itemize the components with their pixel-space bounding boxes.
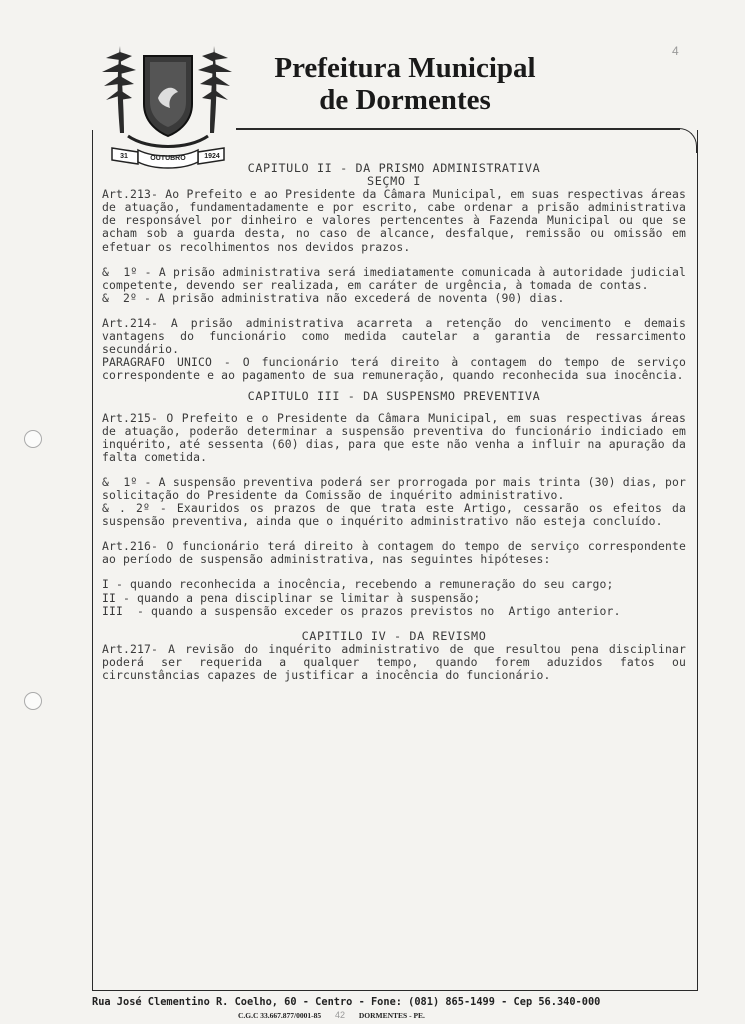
svg-text:31: 31 (120, 153, 128, 160)
header-title-line1: Prefeitura Municipal (274, 52, 536, 84)
svg-text:1924: 1924 (204, 153, 220, 160)
chapter-4-title: CAPITILO IV - DA REVISMO (301, 628, 487, 643)
footer-registration (238, 1010, 437, 1020)
header-title-line2: de Dormentes (319, 84, 491, 116)
header-title (250, 52, 560, 116)
article-214: Art.214- A prisão administrativa acarreta a retenção do vencimento e demais vantagens do funcionário como medida cautelar a garantia de ressarcimento secundário. (102, 315, 694, 357)
page-frame-top-rule (236, 128, 680, 130)
binder-hole-top (24, 430, 42, 448)
chapter-2-title: CAPITULO II - DA PRISMO ADMINISTRATIVA (247, 161, 541, 175)
article-213-paragraph-1: & 1º - A prisão administrativa será imediatamente comunicada à autoridade judicial competente, devendo ser realizada, em caráter de urgência, à tomada de contas. (102, 264, 694, 292)
chapter-3-title: CAPITULO III - DA SUSPENSMO PREVENTIVA (247, 389, 541, 404)
article-217: Art.217- A revisão do inquérito administrativo de que resultou pena disciplinar poderá ser requerida a qualquer tempo, quando forem aduzidos fatos ou circunstâncias capazes de justificar a inocência do funcionário. (102, 641, 694, 682)
article-214-sole-paragraph: PARAGRAFO UNICO - O funcionário terá direito à contagem do tempo de serviço correspondente e ao pagamento de sua remuneração, quando reconhecida sua inocência. (102, 355, 694, 383)
article-213: Art.213- Ao Prefeito e ao Presidente da Câmara Municipal, em suas respectivas áreas de atuação, fundamentadamente e por escrito, cabe ordenar a prisão administrativa de responsável por dinheiro e valores pertencentes à Fazenda Municipal ou que se acham sob a guarda desta, no caso de alcance, desfalque, remissão ou omissão em efetuar os recolhimentos nos devidos prazos. (102, 187, 694, 254)
article-216-item-ii: II - quando a pena disciplinar se limitar à suspensão; (102, 590, 481, 605)
footer-city: DORMENTES - PE. (358, 1011, 425, 1020)
footer-sheet-number: 42 (335, 1010, 346, 1020)
article-215-paragraph-1: & 1º - A suspensão preventiva poderá ser prorrogada por mais trinta (30) dias, por solicitação do Presidente da Comissão de inquérito administrativo. (102, 474, 694, 502)
footer-cgc: C.G.C 33.667.877/0001-85 (238, 1011, 322, 1020)
article-216-item-i: I - quando reconhecida a inocência, recebendo a remuneração do seu cargo; (102, 577, 614, 592)
article-215: Art.215- O Prefeito e o Presidente da Câmara Municipal, em suas respectivas áreas de atuação, poderão determinar a suspensão preventiva do funcionário indiciado em inquérito, até sessenta (60) dias, para que este não venha a influir na apuração da falta cometida. (102, 410, 694, 464)
article-216-item-iii: III - quando a suspensão exceder os prazos previstos no Artigo anterior. (102, 603, 621, 618)
section-1-title: SEÇMO I (367, 174, 421, 189)
document-body (102, 161, 694, 682)
page-number: 4 (672, 44, 679, 58)
article-215-paragraph-2: & . 2º - Exauridos os prazos de que trata este Artigo, cessarão os efeitos da suspensão preventiva, ainda que o inquérito administrativo não esteja concluído. (102, 501, 694, 529)
article-216: Art.216- O funcionário terá direito à contagem do tempo de serviço correspondente ao período de suspensão administrativa, nas seguintes hipóteses: (102, 539, 694, 567)
article-213-paragraph-2: & 2º - A prisão administrativa não excederá de noventa (90) dias. (102, 290, 565, 305)
footer-address: Rua José Clementino R. Coelho, 60 - Centro - Fone: (081) 865-1499 - Cep 56.340-000 (92, 996, 601, 1008)
binder-hole-bottom (24, 692, 42, 710)
svg-text:OUTUBRO: OUTUBRO (150, 155, 186, 162)
